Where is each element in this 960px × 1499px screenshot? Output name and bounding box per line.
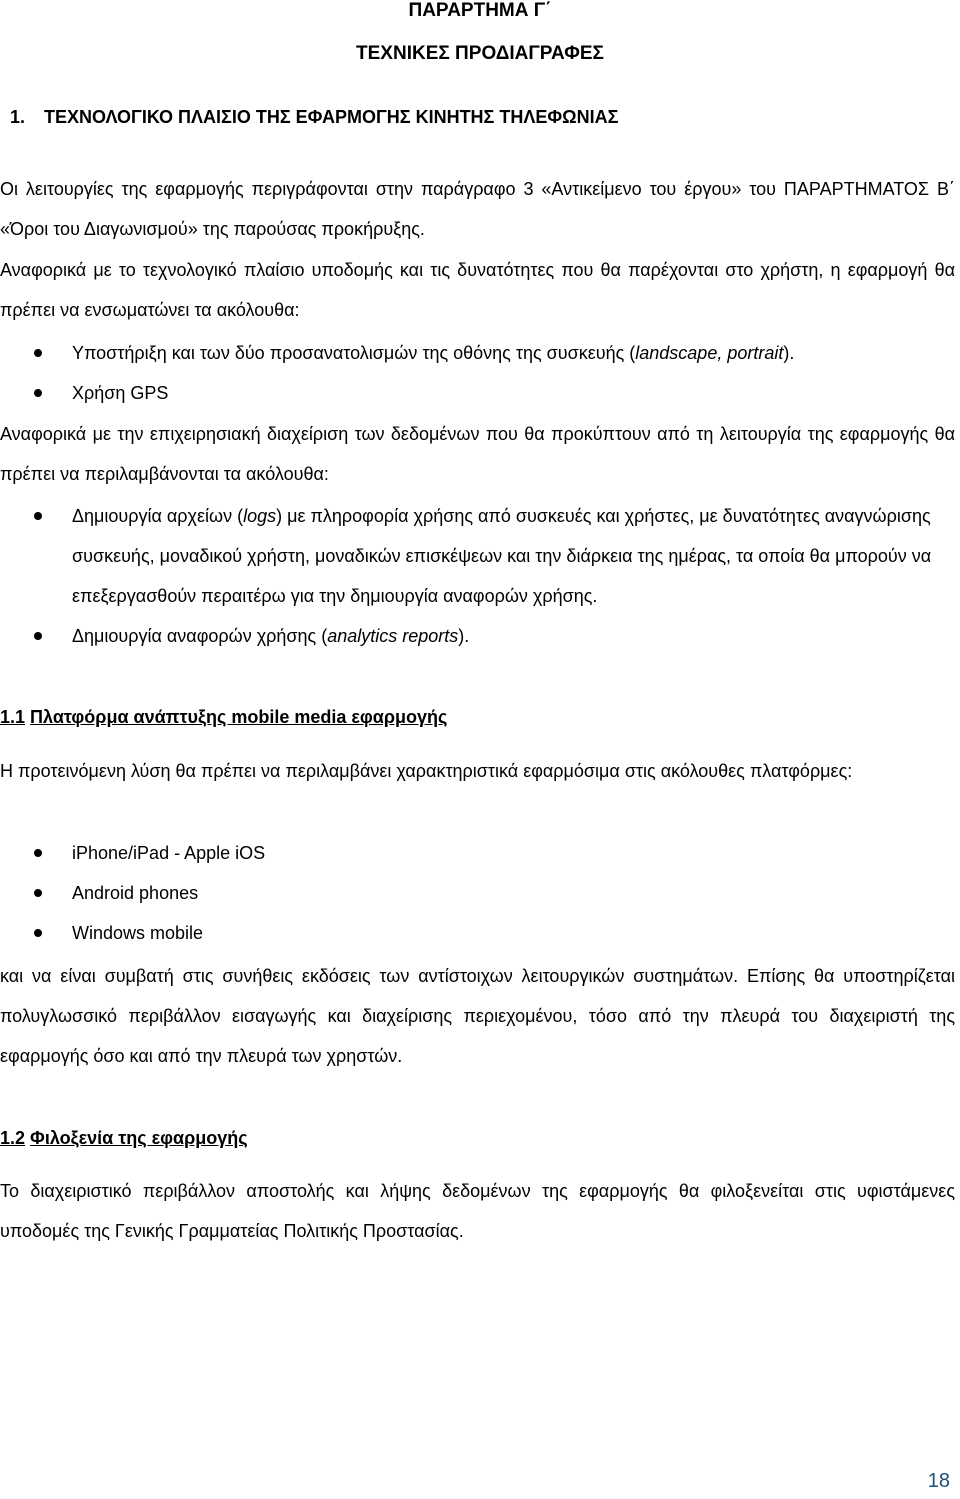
page-number: 18 [927,1470,950,1492]
list-item: Χρήση GPS [0,373,955,413]
section-1-1-title: Πλατφόρμα ανάπτυξης mobile media εφαρμογής [30,707,448,727]
bullet-icon [34,849,42,857]
section-1-heading [10,107,618,128]
platform-list [0,833,955,953]
section-1-tech-paragraph: Αναφορικά με το τεχνολογικό πλαίσιο υποδομής και τις δυνατότητες που θα παρέχονται στο χρήστη, η εφαρμογή θα πρέπει να ενσωματώνει τα ακόλουθα: [0,260,955,320]
section-1-2-text: Το διαχειριστικό περιβάλλον αποστολής και λήψης δεδομένων της εφαρμογής θα φιλοξενείται στις υφιστάμενες υποδομές της Γενικής Γραμματείας Πολιτικής Προστασίας. [0,1181,955,1241]
section-1-management-paragraph: Αναφορικά με την επιχειρησιακή διαχείριση των δεδομένων που θα προκύπτουν από τη λειτουργία της εφαρμογής θα πρέπει να περιλαμβάνονται τα ακόλουθα: [0,424,955,484]
section-1-1-intro: Η προτεινόμενη λύση θα πρέπει να περιλαμβάνει χαρακτηριστικά εφαρμόσιμα στις ακόλουθες πλατφόρμες: [0,761,853,781]
bullet-icon [34,632,42,640]
section-1-2-number: 1.2 [0,1128,26,1148]
section-1-2-title: Φιλοξενία της εφαρμογής [30,1128,248,1148]
annex-title: ΠΑΡΑΡΤΗΜΑ Γ΄ [408,0,552,21]
management-bullet-list [0,496,955,656]
list-item: Windows mobile [0,913,955,953]
bullet-icon [34,889,42,897]
bullet-icon [34,349,42,357]
section-1-2-heading [0,1128,248,1149]
bullet-icon [34,389,42,397]
list-item: iPhone/iPad - Apple iOS [0,833,955,873]
section-1-intro: Οι λειτουργίες της εφαρμογής περιγράφονται στην παράγραφο 3 «Αντικείμενο του έργου» του ΠΑΡΑΡΤΗΜΑΤΟΣ Β΄ «Όροι του Διαγωνισμού» της παρούσας προκήρυξης. [0,179,955,239]
list-item: Δημιουργία αρχείων (logs) με πληροφορία χρήσης από συσκευές και χρήστες, με δυνατότητες αναγνώρισης συσκευής, μοναδικού χρήστη, μοναδικών επισκέψεων και την διάρκεια της ημέρας, τα οποία θα μπορούν να επεξεργασθούν περαιτέρω για την δημιουργία αναφορών χρήσης. [0,496,955,616]
section-1-1-heading [0,707,447,728]
section-1-number: 1. [10,107,26,127]
list-item: Δημιουργία αναφορών χρήσης (analytics reports). [0,616,955,656]
bullet-icon [34,512,42,520]
section-1-title: ΤΕΧΝΟΛΟΓΙΚΟ ΠΛΑΙΣΙΟ ΤΗΣ ΕΦΑΡΜΟΓΗΣ ΚΙΝΗΤΗΣ ΤΗΛΕΦΩΝΙΑΣ [44,107,619,127]
section-1-1-outro: και να είναι συμβατή στις συνήθεις εκδόσεις των αντίστοιχων λειτουργικών συστημάτων. Επίσης θα υποστηρίζεται πολυγλωσσικό περιβάλλον εισαγωγής και διαχείρισης περιεχομένου, τόσο από την πλευρά του διαχειριστή της εφαρμογής όσο και από την πλευρά των χρηστών. [0,966,955,1066]
bullet-icon [34,929,42,937]
annex-subtitle: ΤΕΧΝΙΚΕΣ ΠΡΟΔΙΑΓΡΑΦΕΣ [356,43,604,64]
list-item: Υποστήριξη και των δύο προσανατολισμών της οθόνης της συσκευής (landscape, portrait). [0,333,955,373]
tech-bullet-list [0,333,955,413]
section-1-1-number: 1.1 [0,707,26,727]
list-item: Android phones [0,873,955,913]
